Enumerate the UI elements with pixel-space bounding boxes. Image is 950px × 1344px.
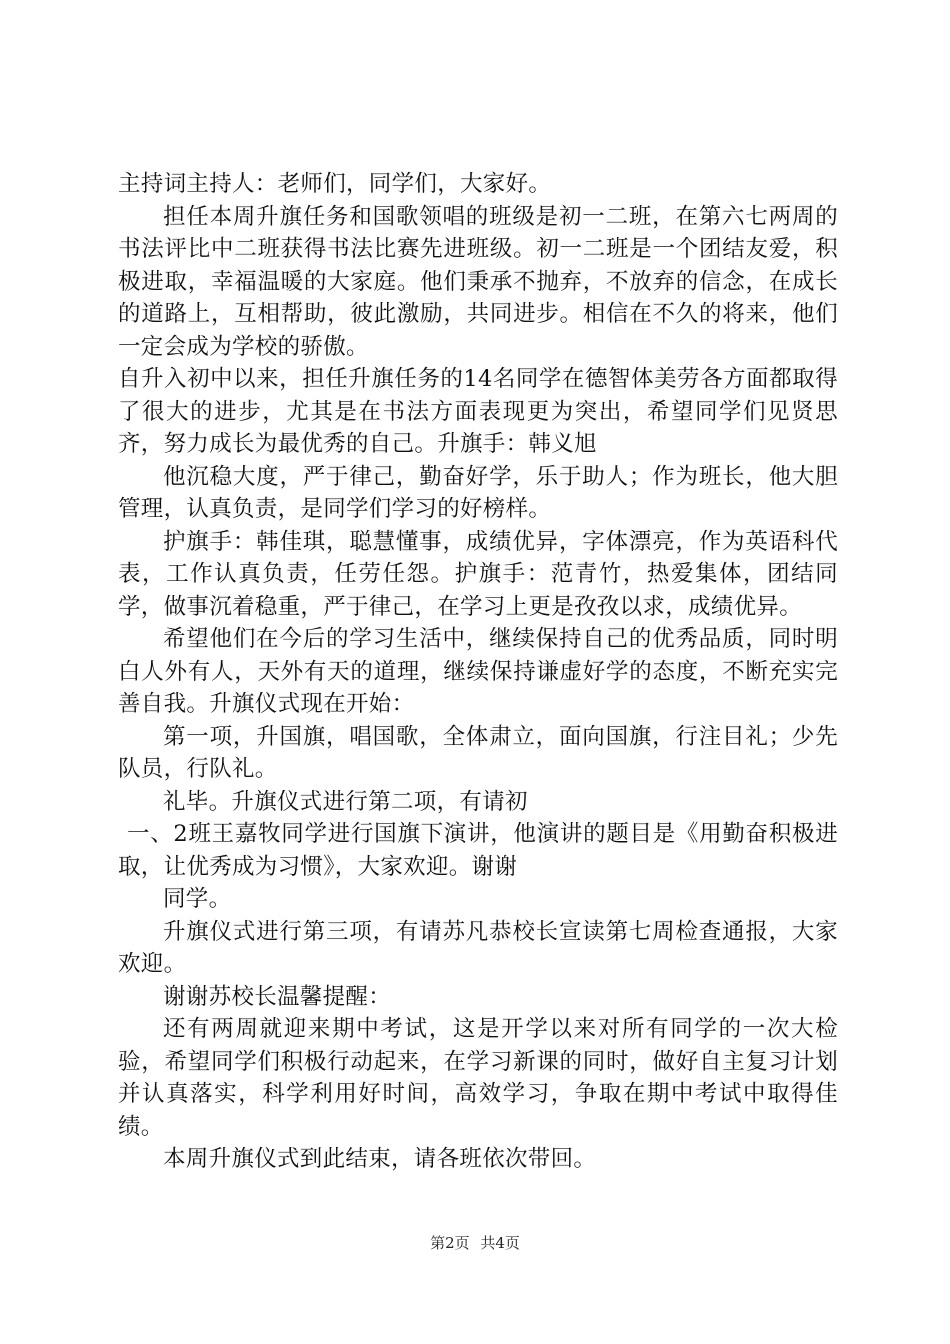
- paragraph-flag-raiser: 他沉稳大度，严于律己，勤奋好学，乐于助人；作为班长，他大胆管理，认真负责，是同学们学习的好榜样。: [118, 463, 838, 522]
- paragraph-exam-reminder: 还有两周就迎来期中考试，这是开学以来对所有同学的一次大检验，希望同学们积极行动起来，在学习新课的同时，做好自主复习计划并认真落实，科学利用好时间，高效学习，争取在期中考试中取得佳绩。: [118, 1016, 838, 1140]
- paragraph-closing: 本周升旗仪式到此结束，请各班依次带回。: [163, 1146, 597, 1172]
- paragraph-hope: 希望他们在今后的学习生活中，继续保持自己的优秀品质，同时明白人外有人，天外有天的道理，继续保持谦虚好学的态度，不断充实完善自我。升旗仪式现在开始：: [118, 626, 838, 717]
- paragraph-host-greeting: 主持词主持人：老师们，同学们，大家好。: [118, 171, 552, 197]
- page-footer: 第2页 共4页: [430, 1234, 520, 1252]
- paragraph-item-two: 礼毕。升旗仪式进行第二项，有请初: [163, 788, 528, 815]
- paragraph-speech: 一、2班王嘉牧同学进行国旗下演讲，他演讲的题目是《用勤奋积极进取，让优秀成为习惯》，大家欢迎。谢谢: [118, 821, 838, 880]
- paragraph-class-intro: 担任本周升旗任务和国歌领唱的班级是初一二班，在第六七两周的书法评比中二班获得书法比赛先进班级。初一二班是一个团结友爱，积极进取，幸福温暖的大家庭。他们秉承不抛弃，不放弃的信念，在成长的道路上，互相帮助，彼此激励，共同进步。相信在不久的将来，他们一定会成为学校的骄傲。: [118, 203, 838, 360]
- paragraph-item-one: 第一项，升国旗，唱国歌，全体肃立，面向国旗，行注目礼；少先队员，行队礼。: [118, 723, 838, 782]
- paragraph-item-three: 升旗仪式进行第三项，有请苏凡恭校长宣读第七周检查通报，大家欢迎。: [118, 918, 838, 977]
- document-body: [118, 168, 838, 1176]
- paragraph-thanks-student: 同学。: [163, 886, 232, 912]
- paragraph-flag-team: 自升入初中以来，担任升旗任务的14名同学在德智体美劳各方面都取得了很大的进步，尤其是在书法方面表现更为突出，希望同学们见贤思齐，努力成长为最优秀的自己。升旗手：韩义旭: [118, 366, 838, 457]
- paragraph-thanks-principal: 谢谢苏校长温馨提醒：: [163, 983, 392, 1010]
- paragraph-flag-guards: 护旗手：韩佳琪，聪慧懂事，成绩优异，字体漂亮，作为英语科代表，工作认真负责，任劳任怨。护旗手：范青竹，热爱集体，团结同学，做事沉着稳重，严于律己，在学习上更是孜孜以求，成绩优异。: [118, 528, 838, 620]
